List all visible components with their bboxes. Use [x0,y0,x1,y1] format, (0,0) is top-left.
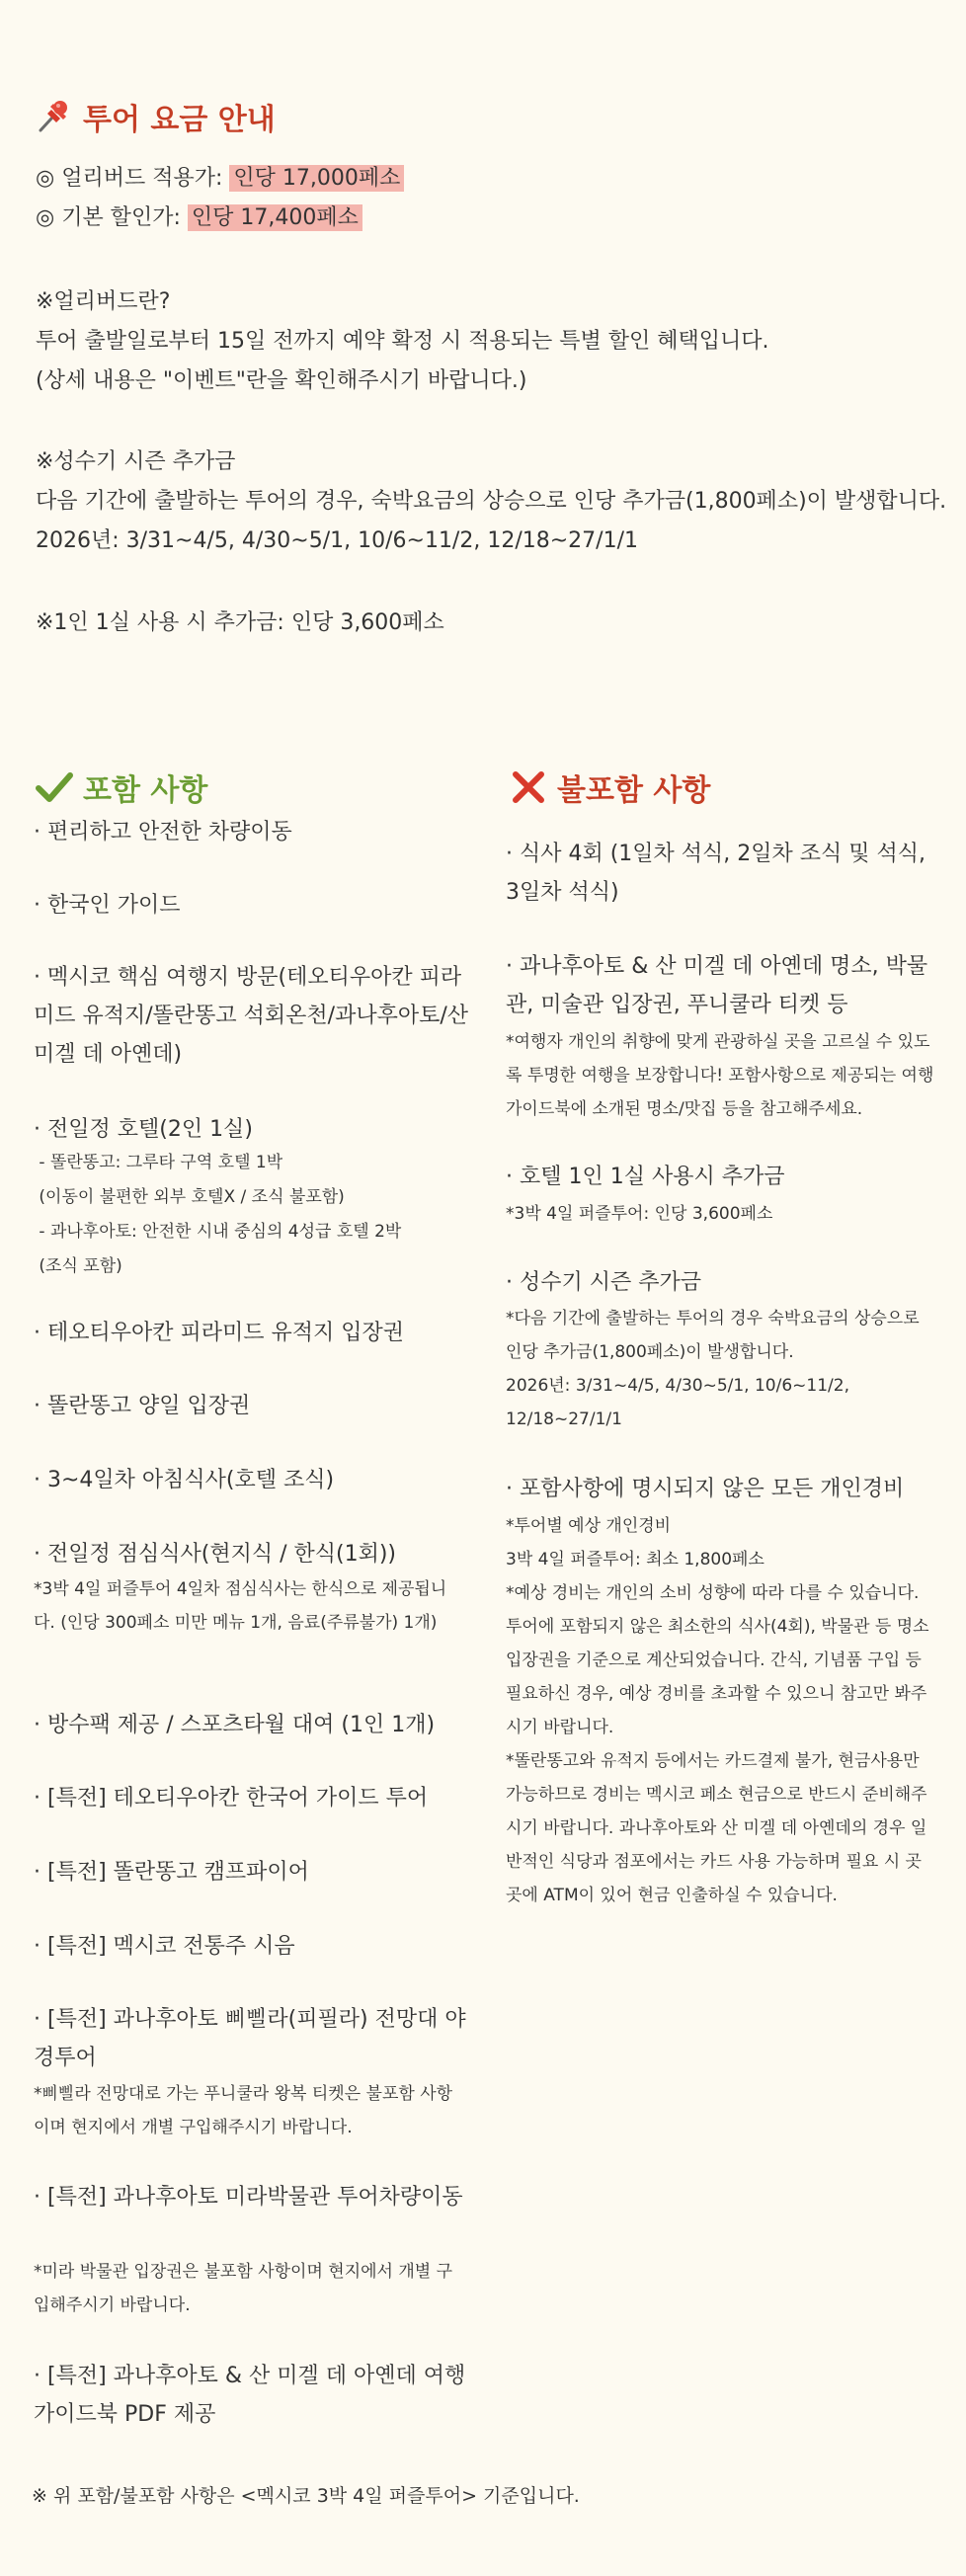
excluded-item: · 과나후아토 & 산 미겔 데 아옌데 명소, 박물관, 미술관 입장권, 푸니쿨라 티켓 등 [506,954,928,1017]
early-note-line-1: 투어 출발일로부터 15일 전까지 예약 확정 시 적용되는 특별 할인 혜택입니다. [36,329,769,354]
included-note: *3박 4일 퍼즐투어 4일차 점심식사는 한식으로 제공됩니다. (인당 300페소 미만 메뉴 1개, 음료(주류불가) 1개) [34,1579,447,1633]
excluded-title [508,765,710,809]
basic-label: ◎ 기본 할인가: [36,205,188,230]
included-item: · 똘란똥고 양일 입장권 [34,1394,251,1418]
early-note-line-2: (상세 내용은 "이벤트"란을 확인해주시기 바랍니다.) [36,368,527,393]
early-bird-price [36,161,404,192]
basic-value: 인당 17,400페소 [188,204,362,231]
included-item: · [특전] 멕시코 전통주 시음 [34,1934,295,1959]
excluded-note: *투어별 예상 개인경비 [506,1516,672,1536]
early-note-title: ※얼리버드란? [36,289,171,314]
included-title-text: 포함 사항 [83,773,208,808]
footer-note: ※ 위 포함/불포함 사항은 <멕시코 3박 4일 퍼즐투어> 기준입니다. [32,2485,580,2507]
included-sub: - 똘란똥고: 그루타 구역 호텔 1박 [34,1153,283,1172]
included-item: · 한국인 가이드 [34,893,181,918]
included-item: · 방수팩 제공 / 스포츠타월 대여 (1인 1개) [34,1713,436,1737]
excluded-item: · 호텔 1인 1실 사용시 추가금 [506,1165,785,1189]
included-item: · 전일정 점심식사(현지식 / 한식(1회)) [34,1542,396,1567]
included-item: · 3~4일차 아침식사(호텔 조식) [34,1468,335,1492]
excluded-title-text: 불포함 사항 [557,773,711,808]
excluded-note: *3박 4일 퍼즐투어: 인당 3,600페소 [506,1204,773,1224]
pushpin-icon [34,97,73,136]
included-item: · 편리하고 안전한 차량이동 [34,820,292,845]
included-title [34,765,207,809]
included-sub: (조식 포함) [34,1256,122,1276]
basic-price [36,201,362,231]
peak-line-2: 2026년: 3/31~4/5, 4/30~5/1, 10/6~11/2, 12/18~27/1/1 [36,528,638,553]
excluded-note: *예상 경비는 개인의 소비 성향에 따라 다를 수 있습니다. 투어에 포함되지 않은 최소한의 식사(4회), 박물관 등 명소 입장권을 기준으로 계산되었습니다. 간식, 기념품 구입 등 필요하신 경우, 예상 경비를 초과할 수 있으니 참고만 봐주시기 바랍니다. [506,1583,929,1737]
included-note: *미라 박물관 입장권은 불포함 사항이며 현지에서 개별 구입해주시기 바랍니다. [34,2262,453,2315]
included-item: · 테오티우아칸 피라미드 유적지 입장권 [34,1321,404,1345]
excluded-note: *다음 기간에 출발하는 투어의 경우 숙박요금의 상승으로 인당 추가금(1,800페소)이 발생합니다. [506,1309,920,1362]
included-sub: (이동이 불편한 외부 호텔X / 조식 불포함) [34,1187,345,1207]
check-icon [34,766,75,808]
included-item: · [특전] 과나후아토 삐삘라(피필라) 전망대 야경투어 [34,2007,466,2070]
single-room-surcharge: ※1인 1실 사용 시 추가금: 인당 3,600페소 [36,610,444,635]
excluded-note: 2026년: 3/31~4/5, 4/30~5/1, 10/6~11/2, 12/18~27/1/1 [506,1376,849,1429]
excluded-item: · 포함사항에 명시되지 않은 모든 개인경비 [506,1477,905,1501]
included-item: · [특전] 과나후아토 & 산 미겔 데 아옌데 여행 가이드북 PDF 제공 [34,2364,466,2427]
included-sub: - 과나후아토: 안전한 시내 중심의 4성급 호텔 2박 [34,1222,402,1242]
included-item: · [특전] 테오티우아칸 한국어 가이드 투어 [34,1786,429,1811]
included-item: · 전일정 호텔(2인 1실) [34,1117,253,1142]
early-bird-label: ◎ 얼리버드 적용가: [36,166,230,191]
included-item: · 멕시코 핵심 여행지 방문(테오티우아칸 피라미드 유적지/똘란똥고 석회온천/과나후아토/산 미겔 데 아옌데) [34,965,469,1067]
excluded-item: · 식사 4회 (1일차 석식, 2일차 조식 및 석식, 3일차 석식) [506,842,926,905]
price-section-title [34,95,276,138]
included-item: · [특전] 똘란똥고 캠프파이어 [34,1860,309,1885]
early-bird-value: 인당 17,000페소 [229,165,404,192]
included-note: *삐삘라 전망대로 가는 푸니쿨라 왕복 티켓은 불포함 사항이며 현지에서 개별 구입해주시기 바랍니다. [34,2084,453,2137]
excluded-item: · 성수기 시즌 추가금 [506,1270,701,1295]
cross-icon [508,766,549,808]
included-item: · [특전] 과나후아토 미라박물관 투어차량이동 [34,2185,463,2210]
excluded-note: *똘란똥고와 유적지 등에서는 카드결제 불가, 현금사용만 가능하므로 경비는 멕시코 페소 현금으로 반드시 준비해주시기 바랍니다. 과나후아토와 산 미겔 데 아옌데의 경우 일반적인 식당과 점포에서는 카드 사용 가능하며 필요 시 곳곳에 ATM이 있어 현금 인출하실 수 있습니다. [506,1751,927,1905]
excluded-note: 3박 4일 퍼즐투어: 최소 1,800페소 [506,1550,765,1570]
peak-title: ※성수기 시즌 추가금 [36,449,236,474]
price-title-text: 투어 요금 안내 [83,103,276,137]
peak-line-1: 다음 기간에 출발하는 투어의 경우, 숙박요금의 상승으로 인당 추가금(1,800페소)이 발생합니다. [36,489,947,514]
excluded-note: *여행자 개인의 취향에 맞게 관광하실 곳을 고르실 수 있도록 투명한 여행을 보장합니다! 포함사항으로 제공되는 여행 가이드북에 소개된 명소/맛집 등을 참고해주세요. [506,1032,934,1119]
